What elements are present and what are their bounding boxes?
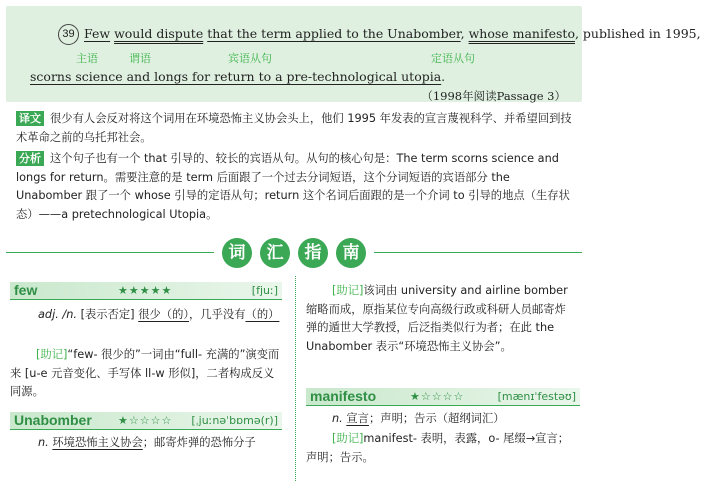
entry-def-manifesto: n. 宣言；声明；告示（超纲词汇） xyxy=(332,412,505,425)
entry-def-few: adj. /n. [表示否定] 很少（的），几乎没有（的） xyxy=(38,308,280,321)
column-divider xyxy=(295,276,296,481)
rating-stars: ★☆☆☆☆ xyxy=(118,414,173,427)
subject-few: Few xyxy=(84,26,111,41)
role-subject: 主语 xyxy=(76,52,98,65)
entry-word: manifesto xyxy=(310,388,377,404)
role-attributive-clause: 定语从句 xyxy=(431,52,475,65)
analysis-paragraph xyxy=(16,150,574,224)
entry-def-unabomber: n. 环境恐怖主义协会；邮寄炸弹的恐怖分子 xyxy=(38,436,256,449)
example-sentence-box xyxy=(6,6,701,103)
object-clause-head: that the term applied to the Unabomber xyxy=(207,26,461,41)
entry-header-manifesto xyxy=(306,388,580,406)
analysis-tag: 分析 xyxy=(16,151,44,166)
vocab-guide-title: 词 汇 指 南 xyxy=(0,238,588,268)
rating-stars: ★★★★★ xyxy=(118,284,173,297)
phonetic: [ˌjuːnəˈbɒmə(r)] xyxy=(191,414,278,427)
entry-memo-manifesto: [助记]manifest- 表明，表露，o- 尾缀→宣言；声明；告示。 xyxy=(306,432,570,464)
phonetic: [mænɪˈfestəʊ] xyxy=(497,390,576,403)
entry-word: few xyxy=(14,282,38,298)
source-citation: （1998年阅读Passage 3） xyxy=(421,89,566,103)
entry-memo-unabomber: [助记]该词由 university and airline bomber 缩略而成，原指某位专向高级行政或科研人员邮寄炸弹的遁世大学教授，后泛指类似行为者；在此 the Unabomber 表示“环境恐怖主义协会”。 xyxy=(306,284,568,353)
predicate: would dispute xyxy=(114,26,204,41)
attributive-clause-head: whose manifesto xyxy=(468,26,575,41)
role-predicate: 谓语 xyxy=(129,52,151,65)
role-object-clause: 宾语从句 xyxy=(228,52,272,65)
entry-memo-few: [助记]“few- 很少的”一词由“full- 充满的”演变而来 [u-e 元音变化、手写体 ll-w 形似]，二者构成反义同源。 xyxy=(10,348,280,398)
entry-word: Unabomber xyxy=(14,412,92,428)
rating-stars: ★☆☆☆☆ xyxy=(410,390,465,403)
translation-text: 很少有人会反对将这个词用在环境恐怖主义协会头上，他们 1995 年发表的宣言蔑视科学、并希望回到技术革命之前的乌托邦社会。 xyxy=(16,112,572,144)
sentence-number: 39 xyxy=(58,24,79,45)
sentence-line-1: Few would dispute that the term applied to the Unabomber, whose manifesto, published in 1995, xyxy=(84,26,701,41)
entry-header-few xyxy=(10,282,282,300)
analysis-text: 这个句子也有一个 that 引导的、较长的宾语从句。从句的核心句是：The term scorns science and longs for return。需要注意的是 term 后面跟了一个过去分词短语，这个分词短语的宾语部分 the Unabomber 跟了一个 whose 引导的定语从句；return 这个名词后面跟的是一个介词 to 引导的地点（生存状态）——a pretechnological Utopia。 xyxy=(16,152,570,221)
phonetic: [fjuː] xyxy=(251,284,278,297)
translation-tag: 译文 xyxy=(16,111,44,126)
entry-header-unabomber xyxy=(10,412,282,430)
sentence-line-2: scorns science and longs for return to a pre-technological utopia. xyxy=(30,69,446,84)
translation-paragraph xyxy=(16,110,574,147)
